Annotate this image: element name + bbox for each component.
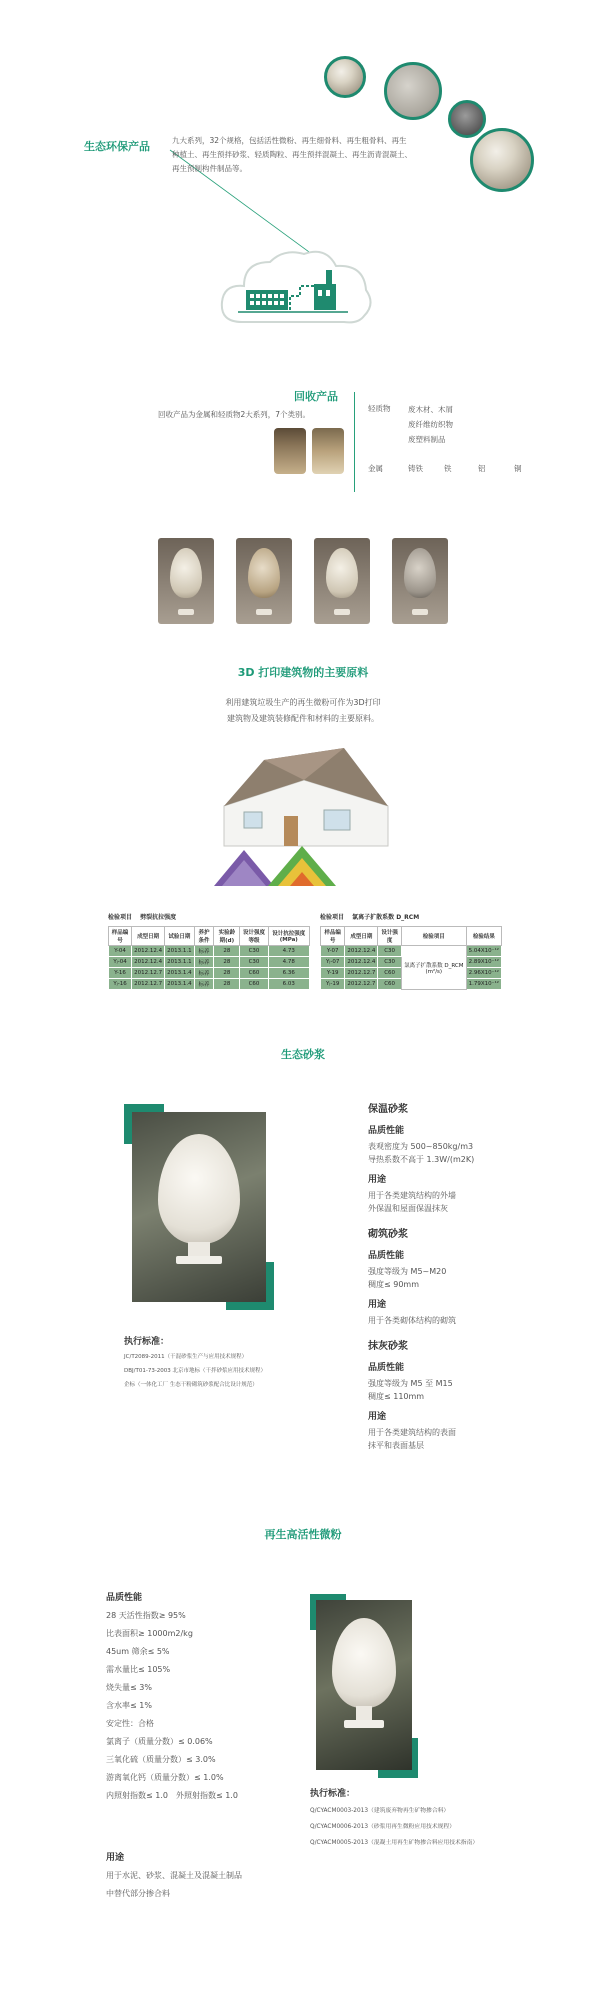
metal-item: 铁 (444, 464, 452, 473)
mortar-flask-stem (188, 1242, 210, 1256)
cell: 2.96X10⁻¹² (466, 968, 501, 979)
cell: 2012.12.4 (132, 946, 165, 957)
cell: C60 (240, 979, 268, 990)
right-caption-b: 氯离子扩散系数 D_RCM (352, 914, 420, 921)
cell: 2013.1.4 (165, 979, 195, 990)
flask-base (178, 609, 194, 616)
powder-perf: 需水量比≤ 105% (106, 1665, 171, 1674)
table-row (109, 957, 310, 968)
powder-perf: 三氧化硫（质量分数）≤ 3.0% (106, 1755, 216, 1764)
left-table-caption (108, 912, 176, 921)
cell: Yⱼ-04 (109, 957, 132, 968)
powder-perf: 烧失量≤ 3% (106, 1683, 152, 1692)
cell: 2012.12.4 (132, 957, 165, 968)
masonry-perf: 强度等级为 M5~M20 (368, 1267, 447, 1276)
light-items (408, 402, 453, 447)
metal-item: 铜 (514, 464, 522, 473)
th: 样品编号 (109, 927, 132, 946)
merged-cell: 氯离子扩散系数 D_RCM (m²/s) (401, 946, 466, 990)
powder-use: 中替代部分掺合料 (106, 1889, 170, 1898)
cell: Yⱼ-07 (321, 957, 345, 968)
metal-label: 金属 (368, 464, 383, 473)
flask-base (334, 609, 350, 616)
powder-perf: 氯离子（质量分数）≤ 0.06% (106, 1737, 213, 1746)
product-circle-flask (470, 128, 534, 192)
plaster-use-label: 用途 (368, 1412, 387, 1422)
vertical-divider (354, 392, 355, 492)
powder-standard: Q/CYACM0003-2013（建筑废弃物再生矿物掺合料） (310, 1808, 450, 1814)
cell: 5.04X10⁻¹² (466, 946, 501, 957)
plaster-use: 抹平和表面基层 (368, 1441, 424, 1450)
eco-title: 生态环保产品 (84, 140, 150, 153)
right-caption-a: 检验项目 (320, 914, 345, 921)
powder-perf: 内照射指数≤ 1.0 外照射指数≤ 1.0 (106, 1791, 238, 1800)
table-row (109, 946, 310, 957)
right-table-header (321, 927, 502, 946)
plaster-perf-label: 品质性能 (368, 1363, 405, 1373)
table-row (109, 979, 310, 990)
powder-perf: 安定性：合格 (106, 1719, 154, 1728)
cell: 28 (214, 968, 240, 979)
mortar-flask-bulb (158, 1134, 240, 1244)
table-row (109, 968, 310, 979)
light-item: 废塑料制品 (408, 435, 446, 444)
thermal-use-label: 用途 (368, 1175, 387, 1185)
right-table-caption (320, 912, 419, 921)
cell: Y-19 (321, 968, 345, 979)
mortar-standard: DBJ/T01-73-2003 北京市地标（干拌砂浆应用技术规程） (124, 1368, 267, 1374)
masonry-perf-label: 品质性能 (368, 1251, 405, 1261)
product-circle-pellets (448, 100, 486, 138)
cell: C60 (378, 979, 402, 990)
mortar-flask-base (176, 1256, 222, 1264)
powder-title: 再生高活性微粉 (264, 1528, 342, 1541)
sample-flask-2 (236, 538, 292, 624)
masonry-name: 砌筑砂浆 (368, 1229, 408, 1240)
cell: 标养 (194, 957, 214, 968)
cell: 标养 (194, 979, 214, 990)
th: 成型日期 (345, 927, 378, 946)
mortar-standard: 企标（一体化工厂 生态干粉砌筑砂浆配合比设计规范） (124, 1382, 258, 1388)
cell: 2013.1.4 (165, 968, 195, 979)
plaster-use: 用于各类建筑结构的表面 (368, 1428, 456, 1437)
thermal-name: 保温砂浆 (368, 1104, 408, 1115)
th: 检验结果 (466, 927, 501, 946)
cell: 2012.12.7 (345, 979, 378, 990)
masonry-use-label: 用途 (368, 1300, 387, 1310)
cell: Y-04 (109, 946, 132, 957)
th: 养护条件 (194, 927, 214, 946)
cell: 2012.12.7 (345, 968, 378, 979)
cell: Yⱼ-16 (109, 979, 132, 990)
flask-base (412, 609, 428, 616)
left-test-table (108, 926, 310, 990)
th: 设计强度等级 (240, 927, 268, 946)
cell: 6.36 (268, 968, 309, 979)
light-item: 废纤维纺织物 (408, 420, 453, 429)
powder-perf: 游离氧化钙（质量分数）≤ 1.0% (106, 1773, 224, 1782)
table-row (321, 946, 502, 957)
mortar-standard: JC/T2089-2011（干混砂浆生产与应用技术规程） (124, 1354, 248, 1360)
powder-use-label: 用途 (106, 1853, 125, 1863)
cell: Y-16 (109, 968, 132, 979)
cell: Y-07 (321, 946, 345, 957)
product-circle-block (384, 62, 442, 120)
cell: 28 (214, 946, 240, 957)
cell: 2012.12.7 (132, 979, 165, 990)
powder-photo (316, 1600, 412, 1770)
powder-use: 用于水泥、砂浆、混凝土及混凝土制品 (106, 1871, 242, 1880)
cell: C30 (240, 946, 268, 957)
house-illustration (204, 746, 408, 886)
th: 成型日期 (132, 927, 165, 946)
flask-bulb (326, 548, 357, 598)
powder-flask-bulb (332, 1618, 396, 1708)
th: 设计强度 (378, 927, 402, 946)
cell: 1.79X10⁻¹² (466, 979, 501, 990)
cell: 标养 (194, 968, 214, 979)
cell: 2012.12.4 (345, 957, 378, 968)
th: 检验项目 (401, 927, 466, 946)
sample-flask-4 (392, 538, 448, 624)
th: 样品编号 (321, 927, 345, 946)
sample-flask-3 (314, 538, 370, 624)
light-item: 废木材、木屑 (408, 405, 453, 414)
powder-perf: 比表面积≥ 1000m2/kg (106, 1629, 193, 1638)
plaster-name: 抹灰砂浆 (368, 1341, 408, 1352)
mortar-title: 生态砂浆 (281, 1048, 325, 1061)
thermal-perf: 导热系数不高于 1.3W/(m2K) (368, 1155, 475, 1164)
cell: 2013.1.1 (165, 957, 195, 968)
left-caption-a: 检验项目 (108, 914, 133, 921)
light-label: 轻质物 (368, 404, 391, 413)
cell: 28 (214, 957, 240, 968)
metal-item: 铝 (478, 464, 486, 473)
product-circle-powder (324, 56, 366, 98)
recycle-description: 回收产品为金属和轻质物2大系列，7个类别。 (158, 410, 311, 419)
cell: 标养 (194, 946, 214, 957)
cell: 28 (214, 979, 240, 990)
mortar-photo (132, 1112, 266, 1302)
cell: C60 (378, 968, 402, 979)
powder-standards-title: 执行标准： (310, 1789, 356, 1799)
plaster-perf: 稠度≤ 110mm (368, 1392, 425, 1401)
flask-bulb (404, 548, 435, 598)
th: 设计抗拉强度(MPa) (268, 927, 309, 946)
powder-perf: 45um 筛余≤ 5% (106, 1647, 170, 1656)
eco-description: 九大系列，32个规格，包括活性微粉、再生细骨料、再生粗骨料、再生种植土、再生预拌砂浆、轻质陶粒、再生预拌混凝土、再生沥青混凝土、再生预制构件制品等。 (172, 136, 412, 173)
right-test-table (320, 926, 502, 990)
cell: 2013.1.1 (165, 946, 195, 957)
recycle-title: 回收产品 (294, 390, 338, 403)
cell: 2.89X10⁻¹² (466, 957, 501, 968)
powder-perf: 含水率≤ 1% (106, 1701, 152, 1710)
th: 实验龄期(d) (214, 927, 240, 946)
cell: Yⱼ-19 (321, 979, 345, 990)
cloud-factory-icon (218, 244, 376, 330)
cell: C30 (378, 957, 402, 968)
mortar-specs (368, 1100, 568, 1452)
thermal-use: 用于各类建筑结构的外墙 (368, 1191, 456, 1200)
thermal-use: 外保温和屋面保温抹灰 (368, 1204, 448, 1213)
flask-bulb (248, 548, 279, 598)
mortar-standards-title: 执行标准： (124, 1337, 170, 1347)
left-caption-b: 劈裂抗拉强度 (140, 914, 177, 921)
cell: 4.73 (268, 946, 309, 957)
cell: 2012.12.7 (132, 968, 165, 979)
print3d-desc-line1: 利用建筑垃圾生产的再生微粉可作为3D打印 (225, 698, 381, 707)
th: 试验日期 (165, 927, 195, 946)
jar-fiber (312, 428, 344, 474)
cell: 4.78 (268, 957, 309, 968)
cell: C30 (378, 946, 402, 957)
house-icon (204, 746, 408, 886)
left-table-header (109, 927, 310, 946)
powder-flask-stem (356, 1706, 372, 1720)
flask-base (256, 609, 272, 616)
cloud-illustration (218, 244, 376, 330)
cell: C30 (240, 957, 268, 968)
powder-standard: Q/CYACM0006-2013（砂浆用再生微粉应用技术规程） (310, 1824, 456, 1830)
powder-perf-label: 品质性能 (106, 1593, 143, 1603)
thermal-perf: 表观密度为 500~850kg/m3 (368, 1142, 474, 1151)
jar-wood (274, 428, 306, 474)
thermal-perf-label: 品质性能 (368, 1126, 405, 1136)
masonry-use: 用于各类砌体结构的砌筑 (368, 1316, 456, 1325)
print3d-desc-line2: 建筑物及建筑装修配件和材料的主要原料。 (227, 714, 379, 723)
cell: 2012.12.4 (345, 946, 378, 957)
flask-bulb (170, 548, 201, 598)
cell: C60 (240, 968, 268, 979)
powder-standard: Q/CYACM0005-2013（混凝土用再生矿物掺合料应用技术指南） (310, 1840, 479, 1846)
powder-perf: 28 天活性指数≥ 95% (106, 1611, 186, 1620)
cell: 6.03 (268, 979, 309, 990)
metal-item: 铸铁 (408, 464, 423, 473)
powder-flask-base (344, 1720, 384, 1728)
masonry-perf: 稠度≤ 90mm (368, 1280, 420, 1289)
sample-flask-1 (158, 538, 214, 624)
print3d-title: 3D 打印建筑物的主要原料 (237, 666, 369, 679)
plaster-perf: 强度等级为 M5 至 M15 (368, 1379, 453, 1388)
